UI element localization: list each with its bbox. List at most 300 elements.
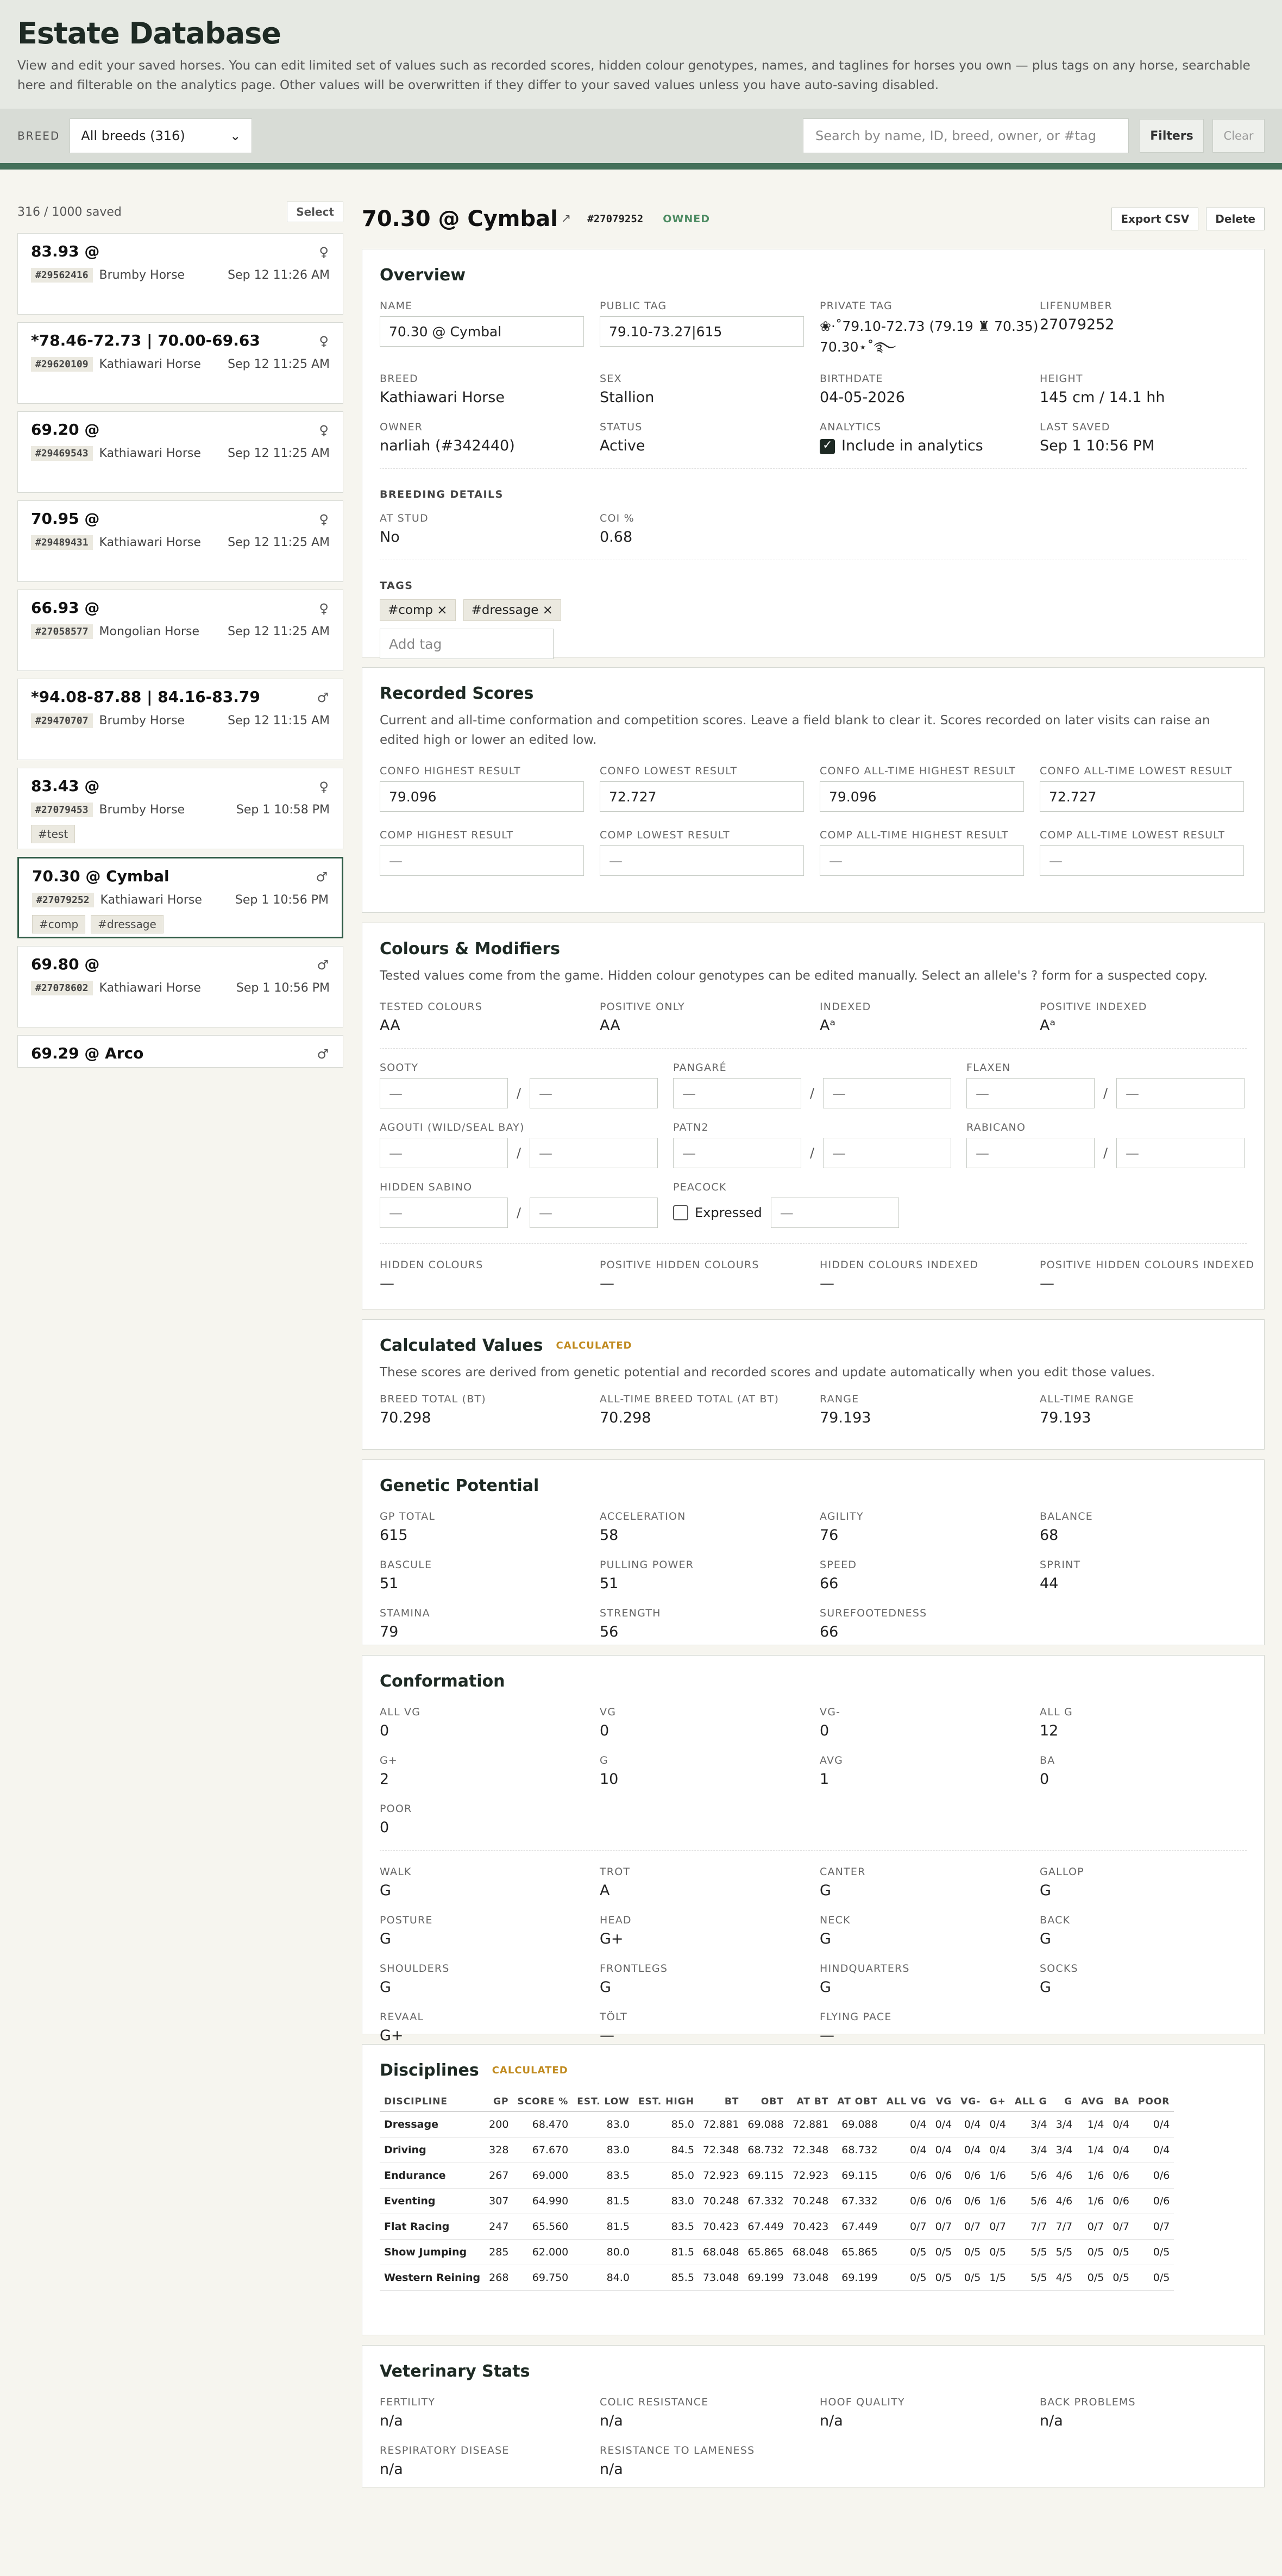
- table-cell: 0/5: [882, 2240, 931, 2265]
- horse-card-meta: [31, 981, 330, 995]
- horse-card-name: 69.29 @ Arco: [31, 1044, 144, 1062]
- horse-card[interactable]: [17, 590, 343, 671]
- table-row: [380, 2138, 1174, 2163]
- male-icon: ♂: [317, 957, 329, 973]
- horse-card[interactable]: [17, 500, 343, 582]
- status-label: STATUS: [600, 421, 643, 433]
- table-cell: 69.199: [743, 2265, 788, 2291]
- table-cell: 65.865: [743, 2240, 788, 2265]
- birthdate-value: 04-05-2026: [820, 389, 905, 406]
- table-cell: 0/4: [931, 2112, 957, 2138]
- sex-value: Stallion: [600, 389, 655, 406]
- horse-card[interactable]: [17, 322, 343, 404]
- score-input[interactable]: 79.096: [820, 781, 1024, 812]
- horse-card-breed: Mongolian Horse: [99, 625, 200, 638]
- allele-pair: [380, 1198, 673, 1228]
- table-cell: 81.5: [573, 2214, 634, 2240]
- field-value: 0: [380, 1819, 389, 1836]
- score-input[interactable]: —: [820, 845, 1024, 876]
- owned-badge: OWNED: [663, 212, 710, 225]
- external-link-icon[interactable]: ↗: [561, 212, 571, 225]
- field-label: GALLOP: [1040, 1866, 1084, 1878]
- table-cell: 83.5: [634, 2214, 699, 2240]
- add-tag-input[interactable]: Add tag: [380, 629, 554, 659]
- table-cell: 0/4: [956, 2138, 985, 2163]
- table-cell: 0/7: [1108, 2214, 1134, 2240]
- table-cell: 247: [485, 2214, 513, 2240]
- allele-input-1[interactable]: —: [380, 1138, 508, 1168]
- field-value: 615: [380, 1527, 408, 1544]
- allele-input-2[interactable]: —: [823, 1078, 951, 1108]
- score-input[interactable]: —: [600, 845, 804, 876]
- table-cell: 84.5: [634, 2138, 699, 2163]
- height-label: HEIGHT: [1040, 373, 1083, 385]
- calculated-values-title: Calculated Values: [380, 1336, 543, 1355]
- veterinary-title: Veterinary Stats: [380, 2362, 530, 2381]
- tag-chip-removable[interactable]: #dressage ×: [463, 599, 561, 621]
- table-cell: 0/7: [1134, 2214, 1174, 2240]
- field-label: COMP ALL-TIME LOWEST RESULT: [1040, 829, 1226, 841]
- table-cell: 69.088: [833, 2112, 882, 2138]
- table-cell: 0/5: [956, 2240, 985, 2265]
- tag-chip: #comp: [32, 915, 85, 933]
- select-button[interactable]: Select: [287, 202, 343, 222]
- analytics-checkbox-label: Include in analytics: [841, 437, 983, 454]
- modifier-label: PANGARÉ: [673, 1062, 727, 1074]
- clear-button[interactable]: Clear: [1212, 119, 1265, 153]
- horse-card-date: Sep 12 11:25 AM: [228, 536, 330, 549]
- table-cell: 1/5: [985, 2265, 1010, 2291]
- name-input[interactable]: 70.30 @ Cymbal: [380, 316, 584, 347]
- allele-input-1[interactable]: —: [673, 1138, 801, 1168]
- field-label: ALL VG: [380, 1706, 421, 1718]
- table-cell: 85.0: [634, 2163, 699, 2189]
- field-value: 56: [600, 1624, 619, 1640]
- field-label: ALL G: [1040, 1706, 1073, 1718]
- horse-card-id: #27079453: [31, 803, 93, 817]
- field-value: G: [1040, 1979, 1051, 1996]
- table-cell: 0/4: [956, 2112, 985, 2138]
- analytics-label: ANALYTICS: [820, 421, 882, 433]
- column-header: AVG: [1077, 2092, 1108, 2112]
- column-header: POOR: [1134, 2092, 1174, 2112]
- allele-input-2[interactable]: —: [1116, 1138, 1245, 1168]
- table-cell: 1/6: [1077, 2163, 1108, 2189]
- horse-card-date: Sep 1 10:56 PM: [235, 893, 329, 907]
- table-cell: 62.000: [513, 2240, 573, 2265]
- expressed-checkbox[interactable]: [673, 1205, 688, 1220]
- column-header: BA: [1108, 2092, 1134, 2112]
- horse-card-breed: Brumby Horse: [99, 268, 185, 282]
- table-cell: Eventing: [380, 2189, 485, 2214]
- table-cell: 285: [485, 2240, 513, 2265]
- horse-card[interactable]: [17, 411, 343, 493]
- table-cell: 72.923: [699, 2163, 743, 2189]
- table-cell: 64.990: [513, 2189, 573, 2214]
- table-cell: 69.199: [833, 2265, 882, 2291]
- horse-id: #27079252: [587, 212, 644, 225]
- table-cell: 307: [485, 2189, 513, 2214]
- horse-card-meta: [31, 624, 330, 639]
- public-tag-input[interactable]: 79.10-73.27|615: [600, 316, 804, 347]
- field-label: POSITIVE INDEXED: [1040, 1001, 1147, 1013]
- table-cell: 65.865: [833, 2240, 882, 2265]
- table-cell: 70.423: [788, 2214, 833, 2240]
- male-icon: ♂: [317, 1046, 329, 1062]
- chevron-down-icon: ⌄: [230, 128, 241, 143]
- field-value: 51: [600, 1575, 619, 1592]
- table-cell: 73.048: [788, 2265, 833, 2291]
- colours-description: Tested values come from the game. Hidden colour genotypes can be edited manually. Select an allele's ? form for a suspected copy.: [380, 969, 1208, 983]
- field-value: n/a: [1040, 2412, 1063, 2429]
- score-input[interactable]: 72.727: [1040, 781, 1244, 812]
- female-icon: ♀: [319, 512, 329, 527]
- table-cell: 72.881: [699, 2112, 743, 2138]
- table-cell: 83.5: [573, 2163, 634, 2189]
- modifier-label: SOOTY: [380, 1062, 419, 1074]
- field-value: 79.193: [820, 1409, 871, 1426]
- allele-input-2[interactable]: —: [823, 1138, 951, 1168]
- table-cell: 0/6: [956, 2163, 985, 2189]
- field-label: CANTER: [820, 1866, 866, 1878]
- horse-card[interactable]: [17, 768, 343, 849]
- table-cell: 0/5: [1077, 2240, 1108, 2265]
- horse-card-breed: Kathiawari Horse: [99, 358, 201, 371]
- owner-value: narliah (#342440): [380, 437, 515, 454]
- score-input[interactable]: 72.727: [600, 781, 804, 812]
- table-cell: 1/6: [985, 2189, 1010, 2214]
- filter-bar: [0, 109, 1282, 170]
- table-cell: 69.088: [743, 2112, 788, 2138]
- field-label: BACK PROBLEMS: [1040, 2396, 1136, 2408]
- table-row: [380, 2214, 1174, 2240]
- field-label: SHOULDERS: [380, 1963, 450, 1975]
- field-label: ALL-TIME RANGE: [1040, 1393, 1134, 1405]
- table-cell: 0/5: [1108, 2240, 1134, 2265]
- table-cell: 68.732: [833, 2138, 882, 2163]
- female-icon: ♀: [319, 601, 329, 616]
- field-label: COMP LOWEST RESULT: [600, 829, 730, 841]
- tag-chip-removable[interactable]: #comp ×: [380, 599, 456, 621]
- horse-card-date: Sep 12 11:25 AM: [228, 625, 330, 638]
- horse-card-meta: [32, 893, 329, 907]
- field-label: TROT: [600, 1866, 631, 1878]
- breeding-details-heading: BREEDING DETAILS: [380, 488, 504, 500]
- score-input[interactable]: —: [1040, 845, 1244, 876]
- table-cell: 3/4: [1052, 2138, 1077, 2163]
- table-cell: 84.0: [573, 2265, 634, 2291]
- table-cell: 70.248: [788, 2189, 833, 2214]
- table-cell: 0/7: [882, 2214, 931, 2240]
- field-value: AA: [600, 1017, 620, 1034]
- horse-card-meta: [31, 357, 330, 372]
- colours-title: Colours & Modifiers: [380, 939, 561, 958]
- table-cell: 0/7: [956, 2214, 985, 2240]
- field-value: n/a: [600, 2461, 623, 2478]
- table-cell: 0/4: [931, 2138, 957, 2163]
- field-label: TÖLT: [600, 2011, 627, 2023]
- field-value: 1: [820, 1771, 829, 1788]
- modifier-label: HIDDEN SABINO: [380, 1181, 473, 1193]
- table-row: [380, 2189, 1174, 2214]
- veterinary-panel: [362, 2345, 1265, 2487]
- field-value: G: [1040, 1931, 1051, 1947]
- filters-button[interactable]: Filters: [1140, 119, 1204, 153]
- horse-card[interactable]: [17, 946, 343, 1027]
- allele-input-2[interactable]: —: [530, 1198, 658, 1228]
- column-header: AT OBT: [833, 2092, 882, 2112]
- recorded-scores-title: Recorded Scores: [380, 684, 534, 703]
- table-cell: 0/6: [956, 2189, 985, 2214]
- table-cell: Show Jumping: [380, 2240, 485, 2265]
- private-tag-value: ❀·˚79.10-72.73 (79.19 ♜ 70.35) 70.30⋆˚࿐: [820, 318, 1039, 355]
- horse-card-meta: [31, 446, 330, 461]
- horse-card[interactable]: [17, 679, 343, 760]
- recorded-scores-description: Current and all-time conformation and competition scores. Leave a field blank to clear it. Scores recorded on later visits can raise an edited high or lower an edited low.: [380, 713, 1210, 747]
- horse-card-tags: [32, 915, 329, 933]
- table-cell: 0/5: [931, 2240, 957, 2265]
- field-value: A: [600, 1882, 610, 1899]
- disciplines-calculated-badge: CALCULATED: [492, 2065, 568, 2076]
- column-header: EST. HIGH: [634, 2092, 699, 2112]
- genetic-potential-title: Genetic Potential: [380, 1476, 539, 1495]
- table-cell: 0/5: [1134, 2240, 1174, 2265]
- table-cell: 5/6: [1010, 2189, 1052, 2214]
- table-cell: Western Reining: [380, 2265, 485, 2291]
- column-header: OBT: [743, 2092, 788, 2112]
- allele-separator: /: [1103, 1145, 1108, 1161]
- allele-input-2[interactable]: —: [1116, 1078, 1245, 1108]
- field-value: n/a: [380, 2412, 403, 2429]
- table-cell: 85.5: [634, 2265, 699, 2291]
- horse-card-date: Sep 12 11:15 AM: [228, 714, 330, 728]
- tags-heading: TAGS: [380, 580, 413, 592]
- field-value: G: [820, 1979, 831, 1996]
- allele-pair: [673, 1138, 966, 1168]
- horse-card-id: #29469543: [31, 446, 93, 461]
- field-label: RANGE: [820, 1393, 859, 1405]
- field-value: 76: [820, 1527, 839, 1544]
- table-cell: 68.470: [513, 2112, 573, 2138]
- table-cell: 70.248: [699, 2189, 743, 2214]
- table-cell: 65.560: [513, 2214, 573, 2240]
- horse-card-tags: [31, 825, 330, 843]
- status-value: Active: [600, 437, 645, 454]
- delete-button[interactable]: Delete: [1206, 208, 1265, 230]
- table-row: [380, 2163, 1174, 2189]
- field-label: HIDDEN COLOURS INDEXED: [820, 1259, 979, 1271]
- score-input[interactable]: —: [380, 845, 584, 876]
- table-cell: 0/5: [1077, 2265, 1108, 2291]
- search-input[interactable]: [803, 118, 1129, 153]
- disciplines-title: Disciplines: [380, 2061, 479, 2080]
- table-cell: 0/5: [1108, 2265, 1134, 2291]
- allele-pair: [966, 1138, 1260, 1168]
- field-label: POSITIVE HIDDEN COLOURS INDEXED: [1040, 1259, 1255, 1271]
- allele-input-2[interactable]: —: [530, 1138, 658, 1168]
- allele-input-1[interactable]: —: [380, 1198, 508, 1228]
- breed-select[interactable]: [70, 118, 252, 153]
- table-cell: 83.0: [573, 2138, 634, 2163]
- field-label: G: [600, 1754, 608, 1766]
- field-value: 0: [380, 1722, 389, 1739]
- allele-input-1[interactable]: —: [673, 1078, 801, 1108]
- table-cell: 0/7: [985, 2214, 1010, 2240]
- table-cell: 0/4: [882, 2138, 931, 2163]
- field-label: BA: [1040, 1754, 1055, 1766]
- peacock-input[interactable]: —: [771, 1198, 899, 1228]
- table-cell: 4/6: [1052, 2189, 1077, 2214]
- field-label: SPEED: [820, 1559, 857, 1571]
- horse-card-breed: Kathiawari Horse: [99, 447, 201, 460]
- horse-card[interactable]: [17, 1035, 343, 1068]
- table-cell: 1/4: [1077, 2138, 1108, 2163]
- export-csv-button[interactable]: Export CSV: [1111, 208, 1198, 230]
- recorded-scores-panel: [362, 667, 1265, 913]
- table-row: [380, 2112, 1174, 2138]
- horse-card-meta: [31, 803, 330, 817]
- horse-card-id: #27078602: [31, 981, 93, 995]
- allele-input-2[interactable]: —: [530, 1078, 658, 1108]
- table-cell: 67.449: [743, 2214, 788, 2240]
- field-value: G: [380, 1931, 391, 1947]
- allele-separator: /: [809, 1145, 815, 1161]
- table-cell: 0/7: [1077, 2214, 1108, 2240]
- table-cell: 1/4: [1077, 2112, 1108, 2138]
- table-cell: Driving: [380, 2138, 485, 2163]
- field-value: 0: [1040, 1771, 1050, 1788]
- field-label: ACCELERATION: [600, 1510, 686, 1522]
- field-value: n/a: [600, 2412, 623, 2429]
- horse-card-breed: Kathiawari Horse: [99, 981, 201, 995]
- horse-card-date: Sep 1 10:58 PM: [236, 803, 330, 817]
- table-cell: 0/5: [1134, 2265, 1174, 2291]
- field-label: HIDDEN COLOURS: [380, 1259, 483, 1271]
- field-label: ALL-TIME BREED TOTAL (AT BT): [600, 1393, 780, 1405]
- field-label: HOOF QUALITY: [820, 2396, 905, 2408]
- horse-card-id: #29562416: [31, 268, 93, 283]
- allele-pair: [380, 1138, 673, 1168]
- field-label: FLYING PACE: [820, 2011, 892, 2023]
- conformation-title: Conformation: [380, 1672, 505, 1691]
- horse-card-name: 83.93 @: [31, 242, 100, 260]
- column-header: EST. LOW: [573, 2092, 634, 2112]
- field-label: BACK: [1040, 1914, 1071, 1926]
- horse-card-name: 70.95 @: [31, 510, 100, 528]
- calculated-description: These scores are derived from genetic potential and recorded scores and update automatically when you edit those values.: [380, 1365, 1155, 1380]
- table-cell: 1/6: [985, 2163, 1010, 2189]
- last-saved-label: LAST SAVED: [1040, 421, 1110, 433]
- table-cell: 3/4: [1010, 2112, 1052, 2138]
- score-input[interactable]: 79.096: [380, 781, 584, 812]
- field-value: G: [380, 1882, 391, 1899]
- allele-input-1[interactable]: —: [380, 1078, 508, 1108]
- private-tag-label: PRIVATE TAG: [820, 300, 893, 312]
- at-stud-label: AT STUD: [380, 512, 429, 524]
- field-label: BALANCE: [1040, 1510, 1093, 1522]
- modifier-label: PATN2: [673, 1121, 709, 1133]
- horse-card-breed: Kathiawari Horse: [100, 893, 202, 907]
- horse-detail: [362, 198, 1265, 2487]
- table-cell: 0/7: [931, 2214, 957, 2240]
- field-value: 51: [380, 1575, 399, 1592]
- column-header: G+: [985, 2092, 1010, 2112]
- field-value: —: [820, 1275, 834, 1292]
- table-cell: 0/6: [931, 2189, 957, 2214]
- height-value: 145 cm / 14.1 hh: [1040, 389, 1165, 406]
- field-value: 68: [1040, 1527, 1059, 1544]
- horse-card-id: #29470707: [31, 713, 93, 728]
- field-label: HEAD: [600, 1914, 632, 1926]
- field-label: CONFO LOWEST RESULT: [600, 765, 738, 777]
- peacock-label: PEACOCK: [673, 1181, 727, 1193]
- field-label: CONFO ALL-TIME LOWEST RESULT: [1040, 765, 1233, 777]
- table-cell: 72.881: [788, 2112, 833, 2138]
- table-cell: 0/6: [1108, 2189, 1134, 2214]
- table-cell: 268: [485, 2265, 513, 2291]
- table-cell: 5/5: [1052, 2240, 1077, 2265]
- page-description: View and edit your saved horses. You can edit limited set of values such as recorded scores, hidden colour genotypes, names, and taglines for horses you own — plus tags on any horse, searchable here and filterable on the analytics page. Other values will be overwritten if they differ to your saved values unless you have auto-saving disabled.: [17, 59, 1250, 92]
- horse-card-meta: [31, 268, 330, 283]
- allele-input-1[interactable]: —: [966, 1138, 1095, 1168]
- horse-card-id: #27058577: [31, 624, 93, 639]
- field-value: G: [380, 1979, 391, 1996]
- table-cell: 5/5: [1010, 2265, 1052, 2291]
- table-cell: 68.048: [788, 2240, 833, 2265]
- field-label: COMP ALL-TIME HIGHEST RESULT: [820, 829, 1009, 841]
- field-label: WALK: [380, 1866, 412, 1878]
- field-value: —: [820, 2027, 834, 2044]
- table-cell: 328: [485, 2138, 513, 2163]
- field-value: 44: [1040, 1575, 1059, 1592]
- horse-card[interactable]: [17, 857, 343, 938]
- field-label: REVAAL: [380, 2011, 424, 2023]
- field-label: BREED TOTAL (BT): [380, 1393, 486, 1405]
- page-header: [0, 0, 1282, 109]
- modifier-label: AGOUTI (WILD/SEAL BAY): [380, 1121, 525, 1133]
- owner-label: OWNER: [380, 421, 423, 433]
- horse-card-name: 69.80 @: [31, 955, 100, 973]
- field-label: FRONTLEGS: [600, 1963, 668, 1975]
- column-header: AT BT: [788, 2092, 833, 2112]
- field-label: SOCKS: [1040, 1963, 1078, 1975]
- calculated-badge: CALCULATED: [556, 1340, 632, 1351]
- column-header: GP: [485, 2092, 513, 2112]
- page-title: Estate Database: [17, 16, 281, 51]
- male-icon: ♂: [316, 869, 328, 885]
- field-value: 79.193: [1040, 1409, 1091, 1426]
- field-value: Aᵃ: [820, 1017, 836, 1034]
- table-cell: 68.048: [699, 2240, 743, 2265]
- field-value: G: [820, 1882, 831, 1899]
- female-icon: ♀: [319, 334, 329, 349]
- table-cell: 67.449: [833, 2214, 882, 2240]
- horse-card[interactable]: [17, 233, 343, 315]
- table-cell: 72.923: [788, 2163, 833, 2189]
- field-value: n/a: [820, 2412, 843, 2429]
- analytics-checkbox[interactable]: [820, 439, 835, 454]
- allele-input-1[interactable]: —: [966, 1078, 1095, 1108]
- horse-card-breed: Kathiawari Horse: [99, 536, 201, 549]
- horse-card-date: Sep 12 11:26 AM: [228, 268, 330, 282]
- field-label: RESISTANCE TO LAMENESS: [600, 2445, 755, 2456]
- table-cell: 73.048: [699, 2265, 743, 2291]
- at-stud-value: No: [380, 529, 400, 546]
- sex-label: SEX: [600, 373, 622, 385]
- table-cell: 72.348: [699, 2138, 743, 2163]
- breed-select-value: All breeds (316): [81, 128, 185, 143]
- table-cell: 67.332: [833, 2189, 882, 2214]
